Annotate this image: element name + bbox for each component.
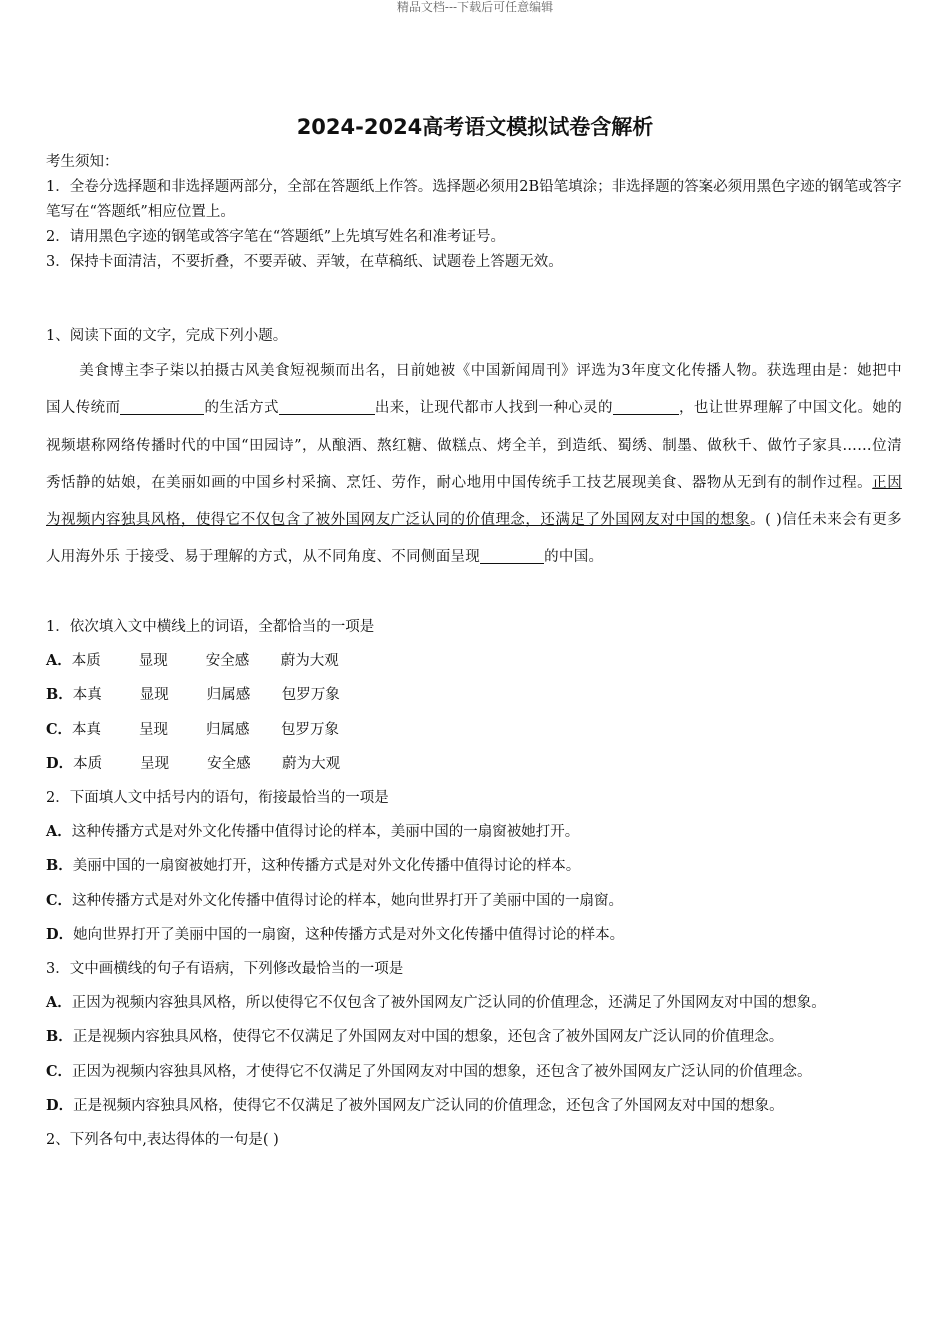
q3-option-a[interactable]	[46, 986, 902, 1020]
option-word: 本质	[71, 653, 101, 670]
question-1-stem: 1．依次填入文中横线上的词语，全都恰当的一项是	[46, 619, 375, 635]
option-text: 正因为视频内容独具风格，才使得它不仅满足了外国网友对中国的想象，还包含了被外国网友广泛认同的价值理念。	[72, 1063, 812, 1080]
option-word: 呈现	[139, 721, 169, 738]
option-label: D．	[46, 1096, 74, 1114]
option-label: C．	[46, 720, 73, 738]
option-word: 呈现	[140, 755, 170, 772]
option-word: 本质	[73, 755, 103, 772]
passage-text: 的生活方式	[204, 400, 279, 417]
option-label: A．	[46, 652, 72, 670]
question-3-stem: 3．文中画横线的句子有语病，下列修改最恰当的一项是	[46, 961, 404, 978]
option-word: 归属感	[206, 721, 250, 738]
exam-notice	[46, 150, 906, 275]
page-title: 2024-2024高考语文模拟试卷含解析	[296, 115, 654, 139]
fill-blank-2	[279, 398, 375, 415]
q2-option-a[interactable]	[46, 815, 902, 849]
option-text: 正是视频内容独具风格，使得它不仅满足了外国网友对中国的想象，还包含了被外国网友广泛认同的价值理念。	[72, 1029, 784, 1046]
q3-option-c[interactable]	[46, 1055, 902, 1089]
option-label: B．	[46, 1028, 73, 1046]
option-word: 显现	[139, 687, 169, 704]
passage-text: 的中国。	[544, 549, 604, 566]
option-word: 安全感	[205, 653, 250, 670]
option-text: 她向世界打开了美丽中国的一扇窗，这种传播方式是对外文化传播中值得讨论的样本。	[73, 926, 625, 943]
passage-text: 美食博主李子柒以拍摄古风美食短视频而出名，日前她被《中国新闻周刊》评选为3年度文化传播人物。获选理由是：她把中国人传统而	[46, 363, 902, 417]
option-text: 正因为视频内容独具风格，所以使得它不仅包含了被外国网友广泛认同的价值理念，还满足了外国网友对中国的想象。	[71, 995, 826, 1012]
question-2-stem: 2．下面填人文中括号内的语句，衔接最恰当的一项是	[46, 790, 389, 807]
fill-blank-4	[480, 548, 544, 565]
option-word: 显现	[138, 653, 168, 670]
option-text: 这种传播方式是对外文化传播中值得讨论的样本，她向世界打开了美丽中国的一扇窗。	[72, 892, 624, 909]
section-2-heading: 2、下列各句中,表达得体的一句是( )	[46, 1132, 279, 1149]
notice-heading: 考生须知：	[46, 154, 119, 170]
option-label: D．	[46, 925, 74, 943]
underlined-sentence: 正因为视频内容独具风格，使得它不仅包含了被外国网友广泛认同的价值理念，还满足了外国网友对中国的想象	[46, 474, 902, 529]
notice-item: 2．请用黑色字迹的钢笔或答字笔在“答题纸”上先填写姓名和准考证号。	[46, 229, 506, 245]
watermark: 精品文档---下载后可任意编辑	[396, 0, 554, 14]
option-label: A．	[46, 823, 72, 841]
option-text: 这种传播方式是对外文化传播中值得讨论的样本，美丽中国的一扇窗被她打开。	[71, 824, 580, 841]
passage-text: 。( )信任未来会有更多人用海外乐 于接受、易于理解的方式，从不同角度、不同侧面呈现	[46, 512, 902, 566]
fill-blank-3	[613, 398, 679, 415]
q2-option-c[interactable]	[46, 884, 902, 918]
fill-blank-1	[120, 398, 204, 415]
q2-option-d[interactable]	[46, 918, 902, 952]
option-word: 包罗万象	[281, 721, 340, 738]
option-word: 蔚为大观	[282, 755, 341, 772]
section-1-heading: 1、阅读下面的文字，完成下列小题。	[46, 328, 288, 344]
q3-option-d[interactable]	[46, 1089, 902, 1123]
option-word: 归属感	[206, 687, 251, 704]
q1-option-c[interactable]	[46, 713, 902, 747]
q2-option-b[interactable]	[46, 849, 902, 883]
q1-option-b[interactable]	[46, 678, 902, 712]
option-word: 本真	[72, 721, 102, 738]
questions	[46, 610, 902, 1157]
option-text: 美丽中国的一扇窗被她打开，这种传播方式是对外文化传播中值得讨论的样本。	[72, 858, 581, 875]
option-word: 安全感	[207, 755, 251, 772]
option-text: 正是视频内容独具风格，使得它不仅满足了被外国网友广泛认同的价值理念，还包含了外国网友对中国的想象。	[73, 1097, 784, 1114]
passage-text: ，也让世界理解了中国文化。她的视频堪称网络传播时代的中国“田园诗”，从酿酒、熬红糖、做糕点、烤全羊，到造纸、蜀绣、制墨、做秋千、做竹子家具……位清秀恬静的姑娘，在美丽如画的中国乡村采摘、烹饪、劳作，耐心地用中国传统手工技艺展现美食、器物从无到有的制作过程。	[46, 400, 903, 491]
notice-item: 3．保持卡面清洁，不要折叠，不要弄破、弄皱，在草稿纸、试题卷上答题无效。	[46, 254, 563, 270]
option-label: B．	[46, 686, 73, 704]
notice-item: 1．全卷分选择题和非选择题两部分，全部在答题纸上作答。选择题必须用2B铅笔填涂；非选择题的答案必须用黑色字迹的钢笔或答字笔写在“答题纸”相应位置上。	[46, 179, 902, 220]
option-label: C．	[46, 1062, 73, 1080]
option-word: 包罗万象	[281, 687, 340, 704]
passage-text: 出来，让现代都市人找到一种心灵的	[374, 400, 613, 417]
option-word: 本真	[72, 687, 102, 704]
q3-option-b[interactable]	[46, 1020, 902, 1054]
reading-passage	[46, 353, 902, 577]
option-word: 蔚为大观	[280, 653, 339, 670]
q1-option-d[interactable]	[46, 747, 902, 781]
q1-option-a[interactable]	[46, 644, 902, 678]
option-label: D．	[46, 754, 74, 772]
option-label: C．	[46, 891, 73, 909]
option-label: B．	[46, 857, 73, 875]
option-label: A．	[46, 994, 72, 1012]
